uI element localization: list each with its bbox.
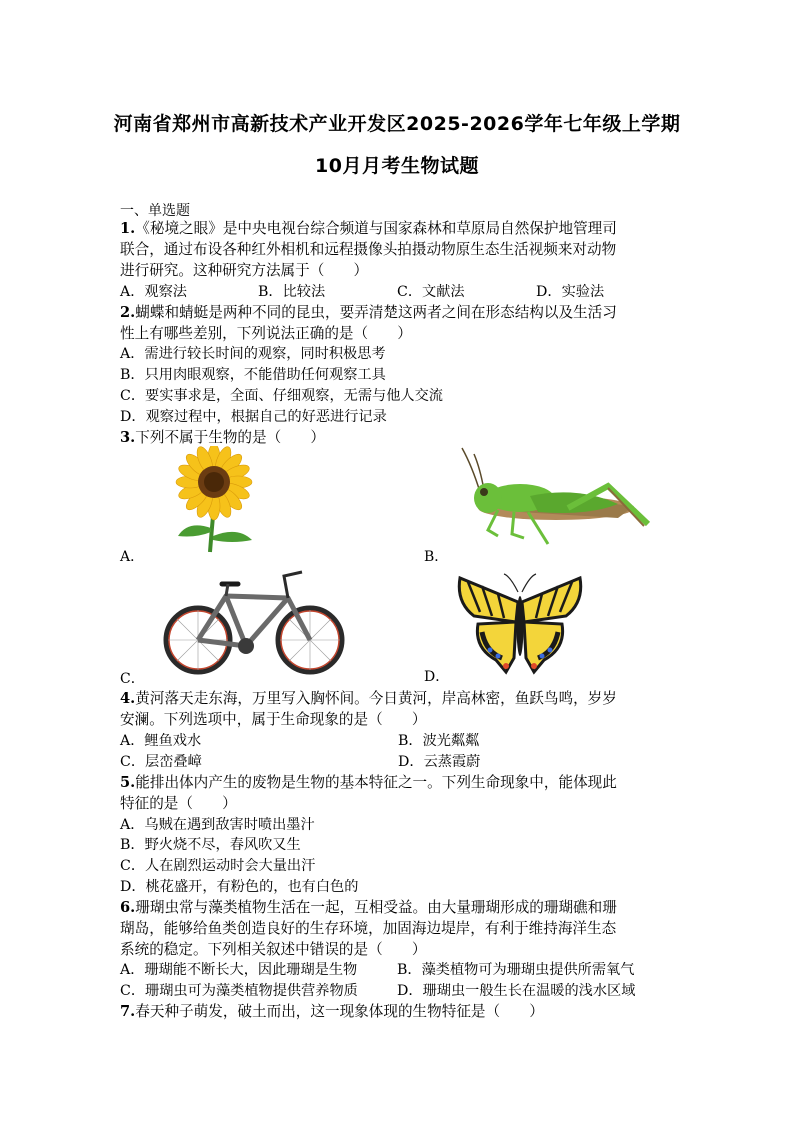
page-title: 河南省郑州市高新技术产业开发区2025-2026学年七年级上学期 [113, 113, 681, 135]
question-1 [120, 219, 617, 239]
option-a: A．乌贼在遇到敌害时喷出墨汁 [120, 817, 315, 833]
question-number: 1. [120, 220, 136, 237]
question-number: 4. [120, 690, 136, 707]
question-number: 2. [120, 304, 136, 321]
question-6 [120, 898, 617, 918]
question-text: 珊瑚虫常与藻类植物生活在一起，互相受益。由大量珊瑚形成的珊瑚礁和珊 [135, 899, 617, 916]
question-text: 蝴蝶和蜻蜓是两种不同的昆虫，要弄清楚这两者之间在形态结构以及生活习 [135, 304, 617, 321]
option-b: B．波光粼粼 [398, 733, 480, 749]
sunflower-image [158, 446, 270, 554]
option-c-label: C． [120, 671, 145, 687]
option-a: A．珊瑚能不断长大，因此珊瑚是生物 [120, 962, 358, 978]
question-text: 《秘境之眼》是中央电视台综合频道与国家森林和草原局自然保护地管理司 [135, 220, 617, 237]
option-d-label: D． [424, 669, 450, 685]
question-text: 能排出体内产生的废物是生物的基本特征之一。下列生命现象中，能体现此 [135, 774, 617, 791]
question-7 [120, 1002, 544, 1022]
question-number: 3. [120, 429, 136, 446]
grasshopper-image [458, 446, 654, 550]
question-2 [120, 303, 617, 323]
question-text: 黄河落天走东海，万里写入胸怀间。今日黄河，岸高林密，鱼跃鸟鸣，岁岁 [135, 690, 617, 707]
option-d: D．实验法 [536, 284, 605, 300]
question-number: 7. [120, 1003, 136, 1020]
option-c: C．人在剧烈运动时会大量出汗 [120, 858, 316, 874]
option-b: B．比较法 [258, 284, 326, 300]
question-number: 6. [120, 899, 136, 916]
option-c: C．层峦叠嶂 [120, 754, 202, 770]
question-number: 5. [120, 774, 136, 791]
option-a: A．鲤鱼戏水 [120, 733, 202, 749]
option-c: C．文献法 [397, 284, 465, 300]
question-text: 安澜。下列选项中，属于生命现象的是（ ） [120, 711, 427, 728]
question-text: 系统的稳定。下列相关叙述中错误的是（ ） [120, 941, 427, 958]
option-b: B．藻类植物可为珊瑚虫提供所需氧气 [397, 962, 635, 978]
bicycle-image [160, 570, 348, 680]
question-text: 特征的是（ ） [120, 795, 237, 812]
page-subtitle: 10月月考生物试题 [315, 155, 479, 177]
option-a-label: A． [120, 549, 145, 565]
option-c: C．要实事求是，全面、仔细观察，无需与他人交流 [120, 388, 443, 404]
butterfly-image [456, 572, 584, 678]
option-d: D．观察过程中，根据自己的好恶进行记录 [120, 409, 387, 425]
option-d: D．珊瑚虫一般生长在温暖的浅水区域 [397, 983, 636, 999]
question-3 [120, 428, 325, 448]
question-text: 下列不属于生物的是（ ） [135, 429, 325, 446]
option-d: D．云蒸霞蔚 [398, 754, 481, 770]
section-heading: 一、单选题 [120, 203, 190, 219]
question-4 [120, 689, 617, 709]
question-text: 春天种子萌发，破土而出，这一现象体现的生物特征是（ ） [135, 1003, 544, 1020]
option-c: C．珊瑚虫可为藻类植物提供营养物质 [120, 983, 358, 999]
question-text: 进行研究。这种研究方法属于（ ） [120, 262, 369, 279]
option-a: A．需进行较长时间的观察，同时积极思考 [120, 346, 386, 362]
option-d: D．桃花盛开，有粉色的，也有白色的 [120, 879, 359, 895]
option-b: B．野火烧不尽，春风吹又生 [120, 837, 301, 853]
option-a: A．观察法 [120, 284, 187, 300]
question-5 [120, 773, 617, 793]
question-text: 性上有哪些差别，下列说法正确的是（ ） [120, 325, 412, 342]
option-b-label: B． [424, 549, 449, 565]
question-text: 联合，通过布设各种红外相机和远程摄像头拍摄动物原生态生活视频来对动物 [120, 241, 617, 258]
option-b: B．只用肉眼观察，不能借助任何观察工具 [120, 367, 386, 383]
question-text: 瑚岛，能够给鱼类创造良好的生存环境，加固海边堤岸，有利于维持海洋生态 [120, 920, 617, 937]
